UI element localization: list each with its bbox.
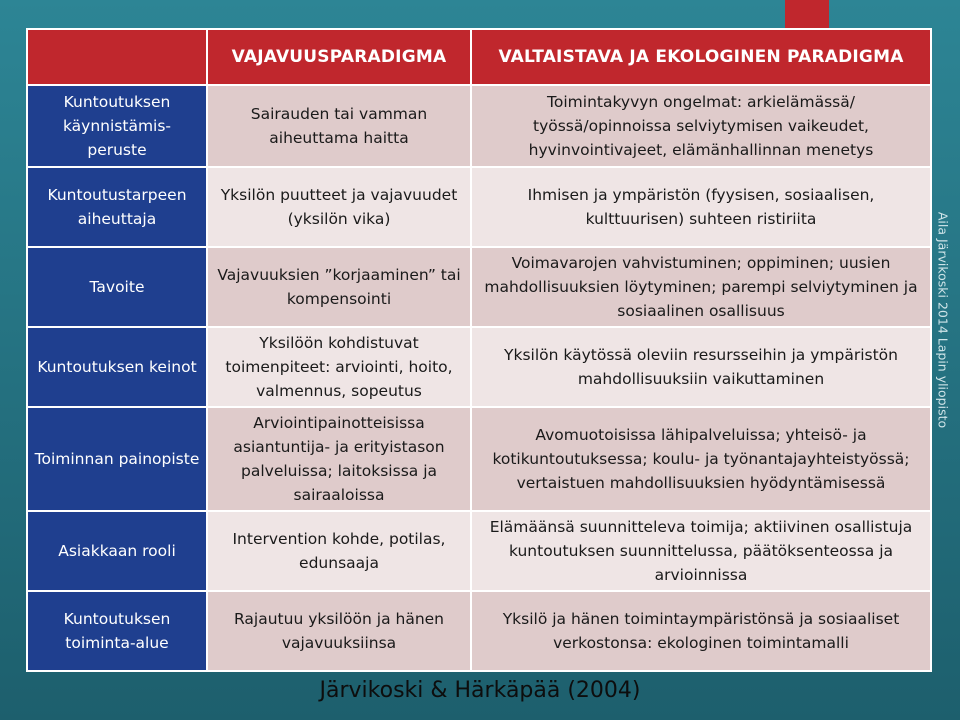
cell-vajavuus: Sairauden tai vamman aiheuttama haitta: [207, 85, 471, 167]
cell-valtaistava: Yksilön käytössä oleviin resursseihin ja ympäristön mahdollisuuksiin vaikuttaminen: [471, 327, 931, 407]
table-row: [27, 85, 931, 167]
paradigm-comparison-table: [26, 28, 932, 672]
decorative-accent-block: [785, 0, 829, 28]
header-vajavuusparadigma: VAJAVUUSPARADIGMA: [207, 29, 471, 85]
table-row: [27, 247, 931, 327]
side-credit: [928, 100, 958, 540]
row-label: Kuntoutuksen keinot: [27, 327, 207, 407]
cell-valtaistava: Voimavarojen vahvistuminen; oppiminen; uusien mahdollisuuksien löytyminen; parempi selviytyminen ja sosiaalinen osallisuus: [471, 247, 931, 327]
table-row: [27, 511, 931, 591]
row-label: Kuntoutustarpeen aiheuttaja: [27, 167, 207, 247]
cell-vajavuus: Intervention kohde, potilas, edunsaaja: [207, 511, 471, 591]
table-row: [27, 167, 931, 247]
cell-vajavuus: Rajautuu yksilöön ja hänen vajavuuksiinsa: [207, 591, 471, 671]
row-label: Kuntoutuksen käynnistämis-peruste: [27, 85, 207, 167]
row-label: Toiminnan painopiste: [27, 407, 207, 511]
cell-vajavuus: Yksilöön kohdistuvat toimenpiteet: arviointi, hoito, valmennus, sopeutus: [207, 327, 471, 407]
cell-valtaistava: Elämäänsä suunnitteleva toimija; aktiivinen osallistuja kuntoutuksen suunnittelussa, päätöksenteossa ja arvioinnissa: [471, 511, 931, 591]
header-corner: [27, 29, 207, 85]
table-row: [27, 591, 931, 671]
cell-valtaistava: Yksilö ja hänen toimintaympäristönsä ja sosiaaliset verkostonsa: ekologinen toimintamalli: [471, 591, 931, 671]
row-label: Asiakkaan rooli: [27, 511, 207, 591]
cell-vajavuus: Arviointipainotteisissa asiantuntija- ja erityistason palveluissa; laitoksissa ja sairaaloissa: [207, 407, 471, 511]
row-label: Kuntoutuksen toiminta-alue: [27, 591, 207, 671]
header-row: [27, 29, 931, 85]
cell-valtaistava: Toimintakyvyn ongelmat: arkielämässä/ työssä/opinnoissa selviytymisen vaikeudet, hyvinvointivajeet, elämänhallinnan menetys: [471, 85, 931, 167]
cell-vajavuus: Vajavuuksien ”korjaaminen” tai kompensointi: [207, 247, 471, 327]
side-credit-text: Aila Järvikoski 2014 Lapin yliopisto: [935, 211, 951, 429]
table-row: [27, 407, 931, 511]
cell-valtaistava: Ihmisen ja ympäristön (fyysisen, sosiaalisen, kulttuurisen) suhteen ristiriita: [471, 167, 931, 247]
row-label: Tavoite: [27, 247, 207, 327]
source-citation: Järvikoski & Härkäpää (2004): [319, 678, 641, 703]
cell-valtaistava: Avomuotoisissa lähipalveluissa; yhteisö- ja kotikuntoutuksessa; koulu- ja työnantajayhteistyössä; vertaistuen mahdollisuuksien hyödyntämisessä: [471, 407, 931, 511]
comparison-table-container: [26, 28, 930, 664]
cell-vajavuus: Yksilön puutteet ja vajavuudet (yksilön vika): [207, 167, 471, 247]
header-valtaistava-paradigma: VALTAISTAVA JA EKOLOGINEN PARADIGMA: [471, 29, 931, 85]
table-row: [27, 327, 931, 407]
